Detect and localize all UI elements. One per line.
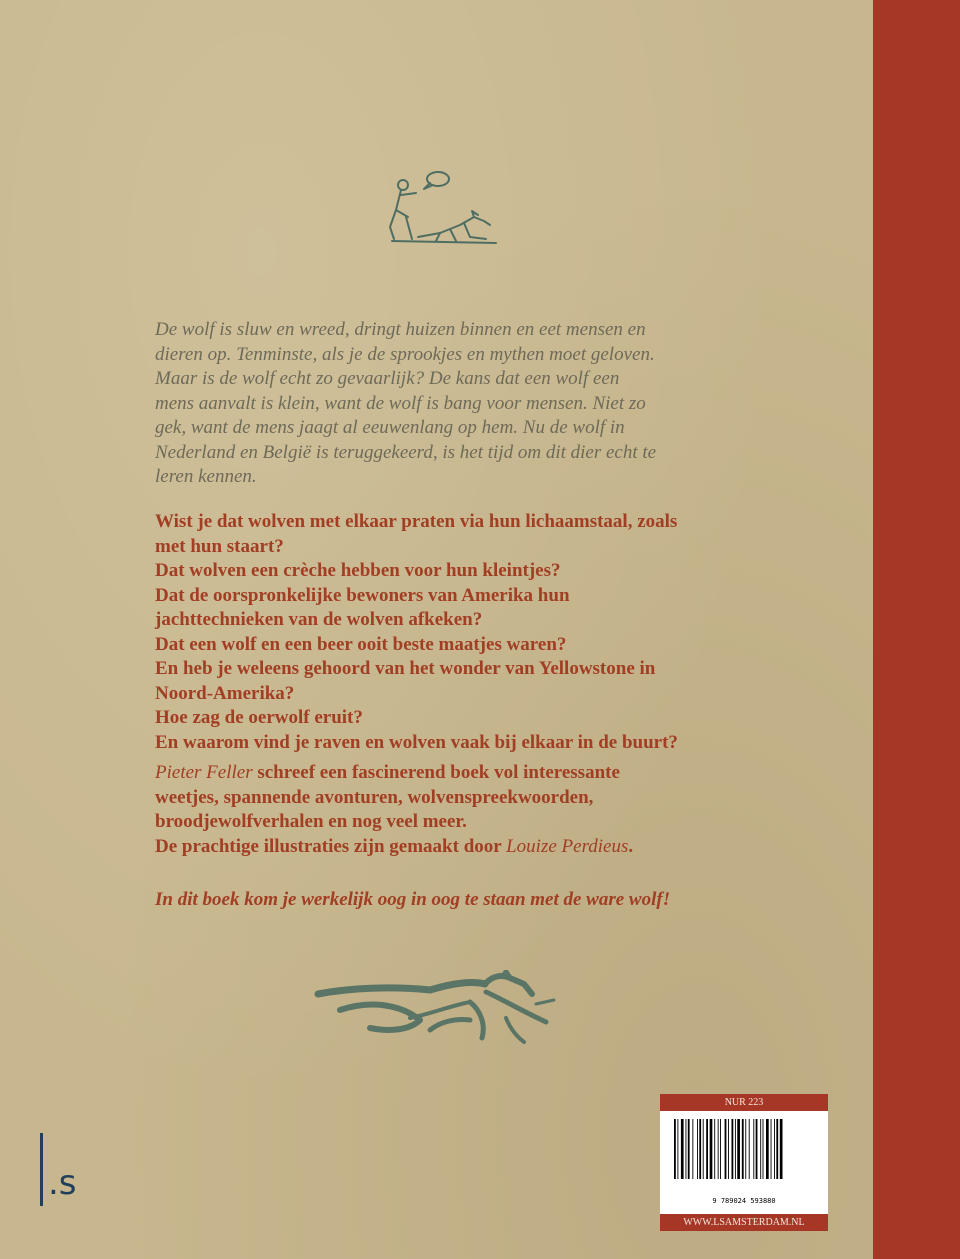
barcode-bar bbox=[686, 1119, 687, 1179]
barcode-bar bbox=[766, 1119, 769, 1179]
barcode-bar bbox=[718, 1119, 719, 1179]
barcode-bar bbox=[735, 1119, 736, 1179]
question-line: Dat de oorspronkelijke bewoners van Amerika hun bbox=[155, 584, 570, 606]
author-paragraph bbox=[155, 761, 735, 859]
author-line: weetjes, spannende avonturen, wolvenspreekwoorden, bbox=[155, 786, 594, 808]
publisher-website: WWW.LSAMSTERDAM.NL bbox=[660, 1214, 828, 1231]
question-line: Dat wolven een crèche hebben voor hun kleintjes? bbox=[155, 560, 561, 581]
intro-paragraph bbox=[155, 318, 735, 490]
barcode-bar bbox=[728, 1119, 729, 1179]
barcode-bar bbox=[737, 1119, 740, 1179]
barcode-bar bbox=[774, 1119, 775, 1179]
question-line: Dat een wolf en een beer ooit beste maatjes waren? bbox=[155, 633, 567, 655]
barcode-bar bbox=[753, 1119, 754, 1179]
nur-code: NUR 223 bbox=[660, 1094, 828, 1111]
barcode-bar bbox=[760, 1119, 761, 1179]
author-line bbox=[155, 835, 735, 860]
barcode-bar bbox=[771, 1119, 772, 1179]
publisher-logo-text: .s bbox=[48, 1163, 77, 1203]
intro-line: Maar is de wolf echt zo gevaarlijk? De kans dat een wolf een bbox=[155, 368, 620, 389]
barcode-bars bbox=[674, 1119, 814, 1197]
intro-line: De wolf is sluw en wreed, dringt huizen binnen en eet mensen en bbox=[155, 319, 646, 340]
barcode-bar bbox=[763, 1119, 764, 1179]
intro-line: mens aanvalt is klein, want de wolf is bang voor mensen. Niet zo bbox=[155, 392, 646, 414]
question-line: Hoe zag de oerwolf eruit? bbox=[155, 707, 363, 728]
illustrator-prefix: De prachtige illustraties zijn gemaakt door bbox=[155, 835, 507, 857]
question-line: En heb je weleens gehoord van het wonder van Yellowstone in bbox=[155, 658, 656, 679]
barcode-bar bbox=[697, 1119, 698, 1179]
barcode-bar bbox=[706, 1119, 708, 1179]
red-spine-strip bbox=[873, 0, 960, 1259]
barcode-bar bbox=[703, 1119, 704, 1179]
running-wolf-illustration bbox=[310, 970, 560, 1050]
barcode-bar bbox=[714, 1119, 715, 1179]
barcode-bar bbox=[780, 1119, 783, 1179]
person-and-wolf-illustration bbox=[378, 165, 498, 250]
intro-line: gek, want de mens jaagt al eeuwenlang op hem. Nu de wolf in bbox=[155, 417, 625, 438]
barcode-bar bbox=[710, 1119, 713, 1179]
questions-paragraph bbox=[155, 510, 735, 755]
closing-line: In dit boek kom je werkelijk oog in oog te staan met de ware wolf! bbox=[155, 889, 671, 910]
barcode-bar bbox=[692, 1119, 693, 1179]
question-line: En waarom vind je raven en wolven vaak bij elkaar in de buurt? bbox=[155, 731, 678, 753]
illustrator-name: Louize Perdieus bbox=[506, 835, 629, 857]
author-line: broodjewolfverhalen en nog veel meer. bbox=[155, 811, 467, 832]
barcode-bar bbox=[699, 1119, 701, 1179]
barcode-bar bbox=[688, 1119, 690, 1179]
author-name: Pieter Feller bbox=[155, 762, 253, 783]
question-line: jachttechnieken van de wolven afkeken? bbox=[155, 609, 483, 630]
intro-line: leren kennen. bbox=[155, 466, 257, 487]
publisher-logo bbox=[40, 1133, 100, 1208]
barcode-bar bbox=[677, 1119, 678, 1179]
intro-line: dieren op. Tenminste, als je de sprookjes en mythen moet geloven. bbox=[155, 343, 655, 365]
question-line: met hun staart? bbox=[155, 535, 284, 557]
author-line-text: schreef een fascinerend boek vol interessante bbox=[252, 762, 620, 783]
barcode-bar bbox=[756, 1119, 758, 1179]
isbn-barcode bbox=[660, 1111, 828, 1214]
barcode-bar bbox=[776, 1119, 778, 1179]
barcode-bar bbox=[749, 1119, 750, 1179]
question-line: Wist je dat wolven met elkaar praten via hun lichaamstaal, zoals bbox=[155, 511, 678, 532]
barcode-bar bbox=[745, 1119, 746, 1179]
barcode-bar bbox=[742, 1119, 744, 1179]
illustrator-suffix: . bbox=[628, 835, 634, 857]
barcode-bar bbox=[725, 1119, 727, 1179]
barcode-bar bbox=[732, 1119, 734, 1179]
barcode-bar bbox=[674, 1119, 676, 1179]
author-line bbox=[155, 761, 735, 786]
question-line: Noord-Amerika? bbox=[155, 682, 295, 704]
barcode-panel bbox=[660, 1094, 828, 1239]
intro-line: Nederland en België is teruggekeerd, is het tijd om dit dier echt te bbox=[155, 441, 657, 463]
isbn-digits: 9 789024 593880 bbox=[712, 1197, 776, 1205]
publisher-logo-bar bbox=[40, 1133, 43, 1206]
barcode-bar bbox=[681, 1119, 684, 1179]
barcode-bar bbox=[720, 1119, 721, 1179]
